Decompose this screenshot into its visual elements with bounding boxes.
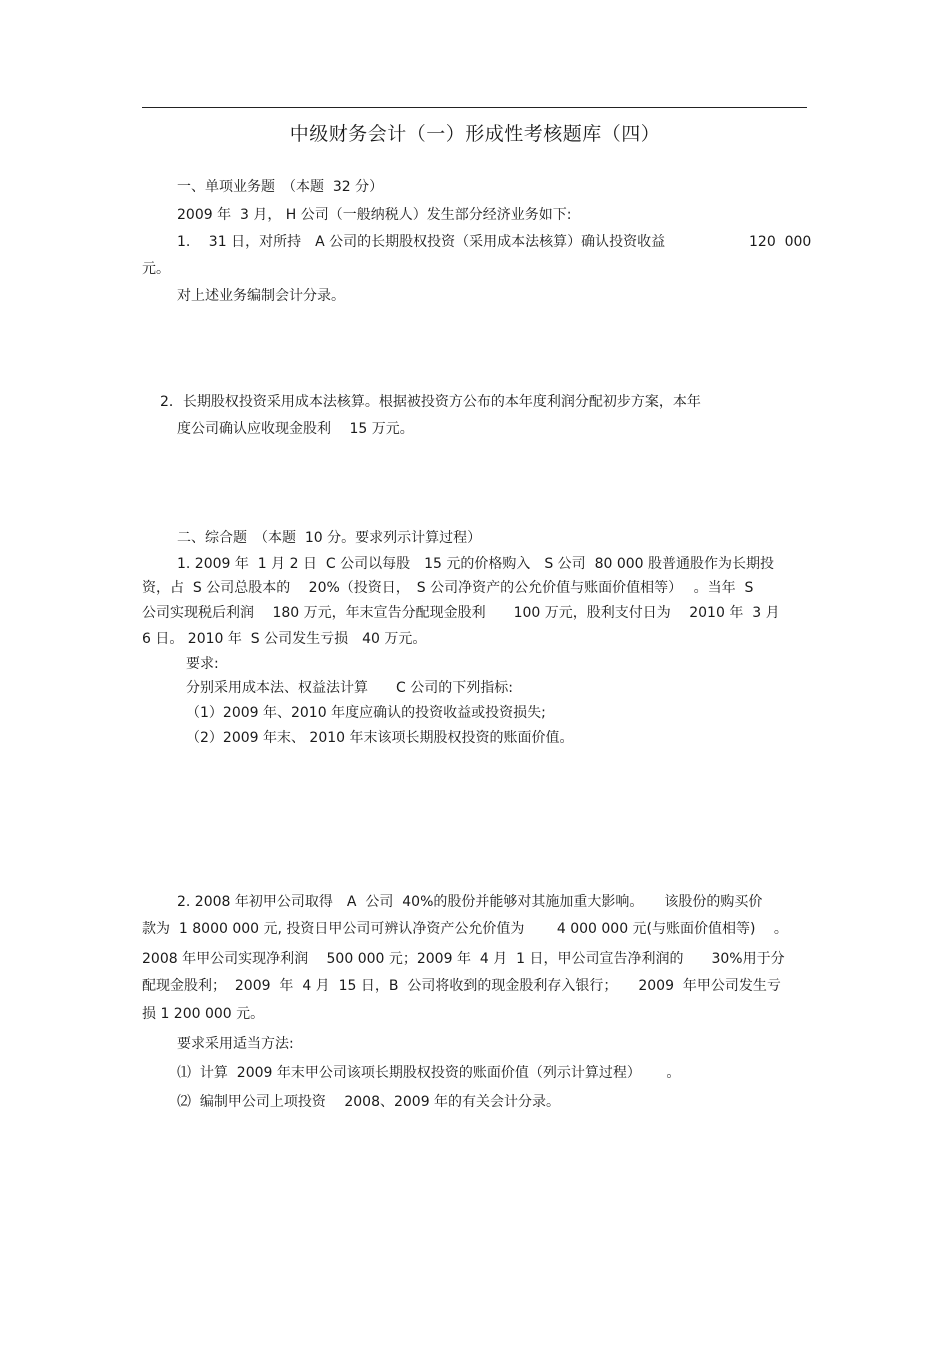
question1-instruction: 对上述业务编制会计分录。	[177, 288, 345, 304]
section2-heading: 二、综合题 （本题 10 分。要求列示计算过程）	[177, 530, 482, 546]
problem2-requirement-label: 要求采用适当方法:	[177, 1036, 294, 1052]
problem2-line2: 款为 1 8000 000 元, 投资日甲公司可辨认净资产公允价值为 4 000 000 元(与账面价值相等) 。	[142, 921, 788, 937]
problem1-line4: 6 日。 2010 年 S 公司发生亏损 40 万元。	[142, 631, 427, 647]
problem1-requirement-2: （2）2009 年末、 2010 年末该项长期股权投资的账面价值。	[186, 730, 574, 746]
question1-text: 1. 31 日，对所持 A 公司的长期股权投资（采用成本法核算）确认投资收益	[177, 234, 666, 250]
problem2-line4: 配现金股利； 2009 年 4 月 15 日，B 公司将收到的现金股利存入银行； 2009 年甲公司发生亏	[142, 978, 781, 994]
question2-line1: 2．长期股权投资采用成本法核算。根据被投资方公布的本年度利润分配初步方案，本年	[160, 394, 701, 410]
problem2-line5: 损 1 200 000 元。	[142, 1006, 265, 1022]
problem2-requirement-2: ⑵ 编制甲公司上项投资 2008、2009 年的有关会计分录。	[177, 1094, 561, 1110]
problem1-requirement-text: 分别采用成本法、权益法计算 C 公司的下列指标:	[186, 680, 513, 696]
problem1-line1: 1. 2009 年 1 月 2 日 C 公司以每股 15 元的价格购入 S 公司 80 000 股普通股作为长期投	[177, 556, 775, 572]
page-title: 中级财务会计（一）形成性考核题库（四）	[289, 123, 661, 145]
question1-amount: 120 000	[749, 234, 812, 250]
section1-heading: 一、单项业务题 （本题 32 分）	[177, 179, 384, 195]
problem2-line1: 2. 2008 年初甲公司取得 A 公司 40%的股份并能够对其施加重大影响。 该股份的购买价	[177, 894, 763, 910]
problem1-requirement-label: 要求:	[186, 656, 219, 672]
problem1-line2: 资，占 S 公司总股本的 20%（投资日， S 公司净资产的公允价值与账面价值相等） 。当年 S	[142, 580, 754, 596]
problem2-requirement-1: ⑴ 计算 2009 年末甲公司该项长期股权投资的账面价值（列示计算过程） 。	[177, 1065, 681, 1081]
problem2-line3: 2008 年甲公司实现净利润 500 000 元；2009 年 4 月 1 日，甲公司宣告净利润的 30%用于分	[142, 951, 785, 967]
problem1-requirement-1: （1）2009 年、2010 年度应确认的投资收益或投资损失;	[186, 705, 546, 721]
problem1-line3: 公司实现税后利润 180 万元，年末宣告分配现金股利 100 万元，股利支付日为 2010 年 3 月	[142, 605, 780, 621]
section1-intro: 2009 年 3 月， H 公司（一般纳税人）发生部分经济业务如下:	[177, 207, 572, 223]
question1-unit: 元。	[142, 261, 170, 277]
question2-line2: 度公司确认应收现金股利 15 万元。	[177, 421, 414, 437]
header-rule	[142, 107, 807, 108]
